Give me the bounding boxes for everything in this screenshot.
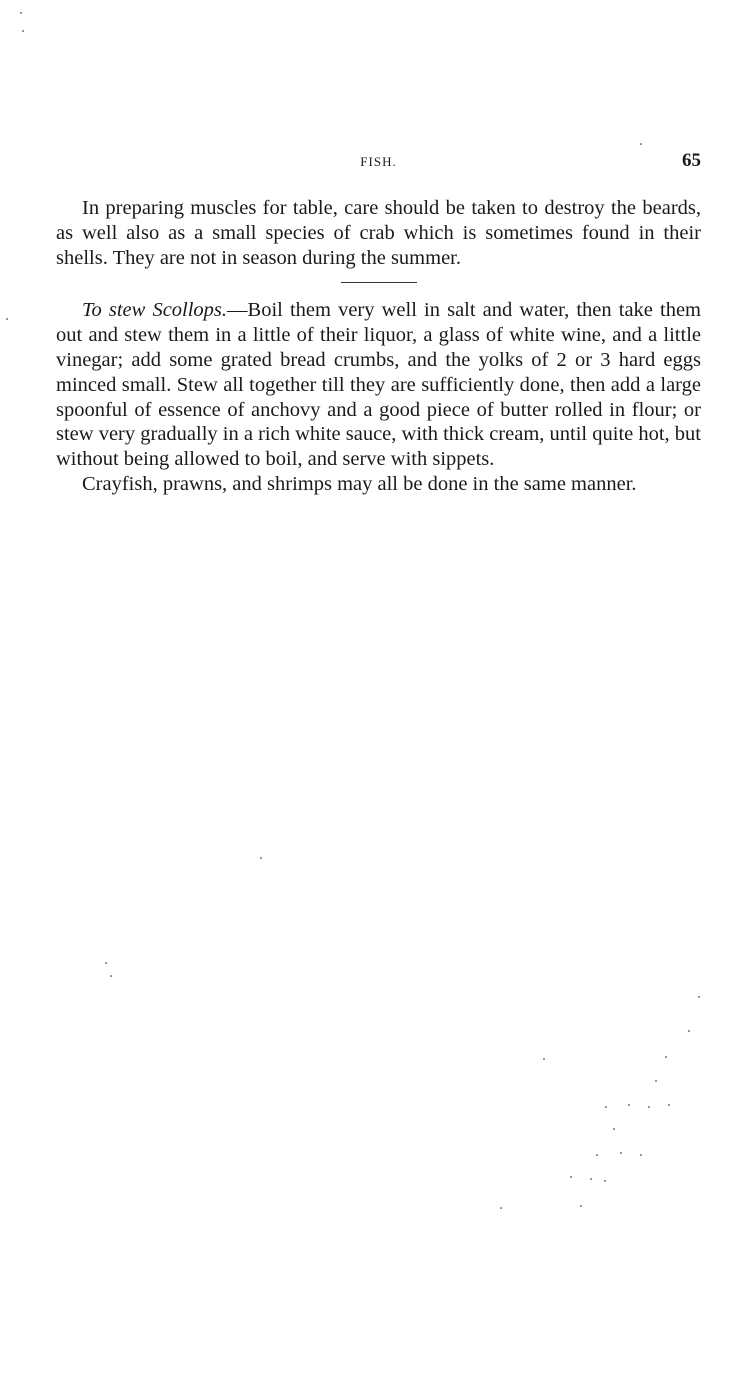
paragraph-crayfish: Crayfish, prawns, and shrimps may all be done in the same manner. [82, 472, 637, 495]
recipe-text: —Boil them very well in salt and water, then take them out and stew them in a little of their liquor, a glass of white wine, and a little vinegar; add some grated bread crumbs, and the yolks of 2 or 3 hard eggs minced small. Stew all together till they are sufficiently done, then add a large spoonful of essence of anchovy and a good piece of butter rolled in flour; or stew very gradually in a rich white sauce, with thick cream, until quite hot, but without being allowed to boil, and serve with sippets. [56, 299, 701, 471]
running-title: FISH. [360, 154, 397, 169]
paragraph-scollops [56, 298, 701, 472]
recipe-title: To stew Scollops. [82, 299, 228, 322]
section-divider [341, 282, 417, 283]
body-text [56, 196, 701, 497]
page-number: 65 [682, 150, 701, 171]
running-head [56, 150, 701, 174]
paragraph-muscles: In preparing muscles for table, care should be taken to destroy the beards, as well also as a small species of crab which is sometimes found in their shells. They are not in season during the summer. [56, 197, 701, 269]
